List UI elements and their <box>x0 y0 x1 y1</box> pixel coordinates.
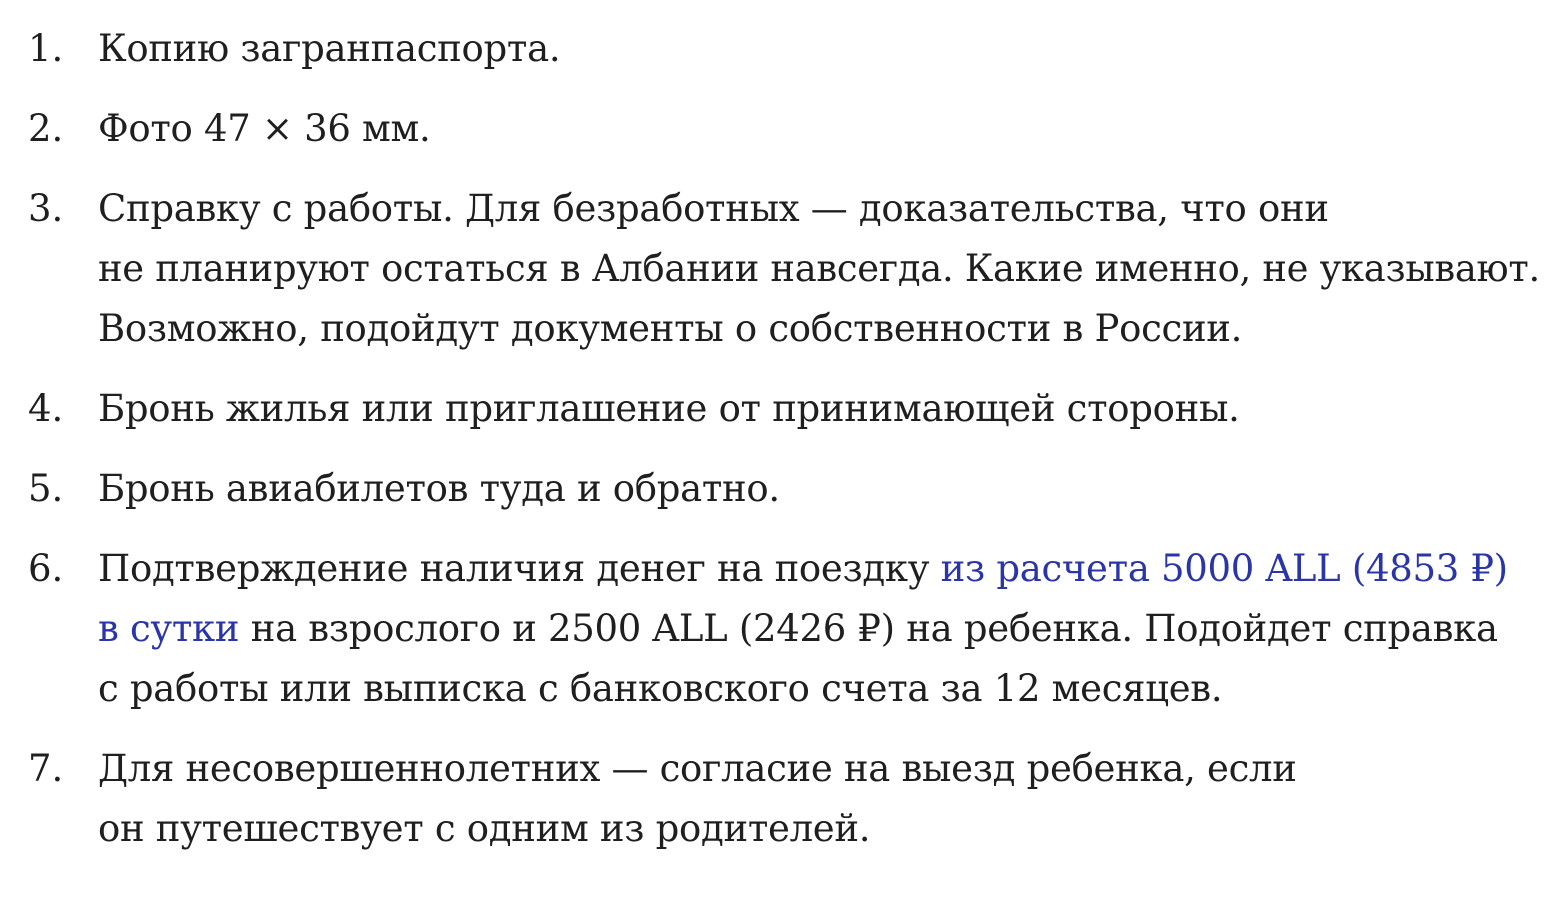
item-text <box>98 19 1538 79</box>
item-text-line: Возможно, подойдут документы о собственности в России. <box>98 307 1243 350</box>
item-text-line: Копию загранпаспорта. <box>98 27 561 70</box>
item-text-line <box>98 539 1538 599</box>
item-number: 1. <box>28 27 64 70</box>
item-number: 7. <box>28 747 64 790</box>
item-text-line: не планируют остаться в Албании навсегда. Какие именно, не указывают. <box>98 247 1540 290</box>
item-text-line <box>98 599 1538 659</box>
item-text-segment: на взрослого и 2500 ALL (2426 ₽) на ребенка. Подойдет справка <box>239 607 1498 650</box>
item-text-segment: Подтверждение наличия денег на поездку <box>98 547 941 590</box>
item-number: 3. <box>28 187 64 230</box>
item-number: 5. <box>28 467 64 510</box>
item-text <box>98 539 1538 719</box>
item-text <box>98 459 1538 519</box>
item-text-line: Бронь жилья или приглашение от принимающей стороны. <box>98 387 1240 430</box>
item-text <box>98 739 1538 859</box>
item-text <box>98 379 1538 439</box>
item-text <box>98 179 1538 359</box>
item-text-line: Справку с работы. Для безработных — доказательства, что они <box>98 187 1329 230</box>
item-text-line: он путешествует с одним из родителей. <box>98 807 871 850</box>
item-number: 6. <box>28 547 64 590</box>
daily-rate-link-continued[interactable]: в сутки <box>98 607 240 650</box>
item-text-line: Для несовершеннолетних — согласие на выезд ребенка, если <box>98 747 1297 790</box>
item-text <box>98 99 1538 159</box>
item-text-line: с работы или выписка с банковского счета за 12 месяцев. <box>98 667 1223 710</box>
item-text-line: Фото 47 × 36 мм. <box>98 107 431 150</box>
item-number: 2. <box>28 107 64 150</box>
item-text-line: Бронь авиабилетов туда и обратно. <box>98 467 780 510</box>
daily-rate-link[interactable]: из расчета 5000 ALL (4853 ₽) <box>940 547 1508 590</box>
item-number: 4. <box>28 387 64 430</box>
